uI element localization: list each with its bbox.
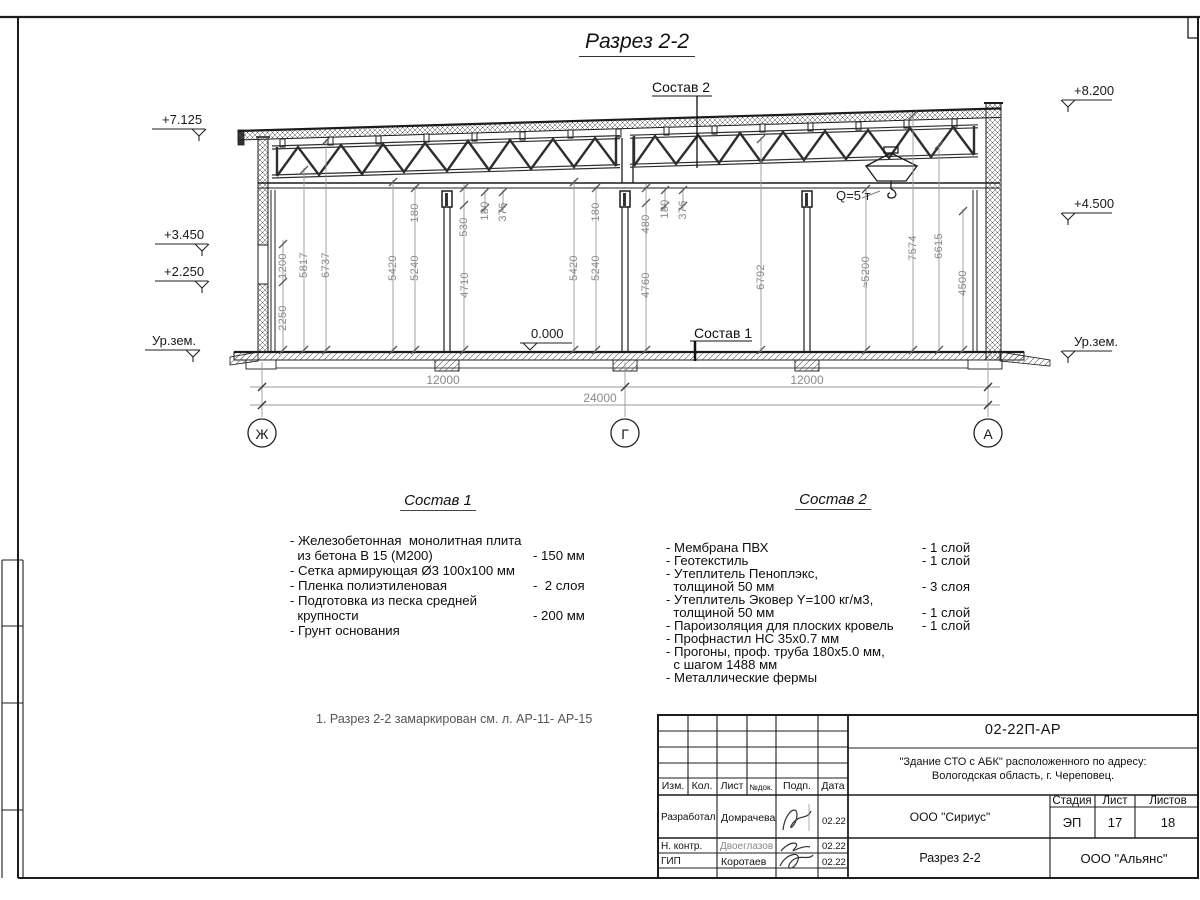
sostav1-line: крупности: [290, 608, 359, 623]
axis-bubble: Г: [621, 426, 629, 442]
dimension-label: 5817: [298, 252, 310, 278]
dimension-label: 376: [677, 200, 689, 220]
section-title: Разрез 2-2: [579, 30, 695, 57]
sheets-label: Листов: [1149, 795, 1187, 807]
designer-org: ООО "Сириус": [909, 810, 991, 824]
elevation-mark: +7.125: [162, 112, 203, 127]
sostav2-line: толщиной 50 мм: [666, 605, 775, 620]
dimension-label: 5420: [568, 255, 580, 281]
dimension-label: ≈5200: [860, 255, 872, 289]
dimension-label: 7574: [907, 235, 919, 261]
elevation-mark: +3.450: [164, 227, 205, 242]
sheet-note: 1. Разрез 2-2 замаркирован см. л. АР-11- АР-15: [316, 712, 593, 726]
date-developed: 02.22: [822, 816, 846, 827]
sheet-label: Лист: [1102, 795, 1128, 807]
role-developed: Разработал: [661, 812, 716, 823]
sostav2-value: - 1 слой: [922, 553, 971, 568]
col-kol: Кол.: [691, 780, 713, 792]
sostav2-line: - Пароизоляция для плоских кровель: [666, 618, 894, 633]
sostav2-callout: Состав 2: [652, 79, 711, 95]
project-name-line1: "Здание СТО с АБК" расположенного по адресу:: [899, 756, 1147, 768]
name-ncontr: Двоеглазов: [720, 841, 774, 852]
sostav1-line: - Грунт основания: [290, 623, 400, 638]
dimension-label: 4500: [957, 270, 969, 296]
col-data: Дата: [821, 780, 845, 792]
owner-org: ООО "Альянс": [1080, 851, 1168, 866]
axis-bubble: Ж: [255, 426, 269, 442]
sostav2-line: с шагом 1488 мм: [666, 657, 778, 672]
name-developed: Домрачева: [721, 812, 776, 824]
sostav2-line: - Утеплитель Эковер Y=100 кг/м3,: [666, 592, 874, 607]
sostav1-value: - 2 слоя: [533, 578, 585, 593]
col-podp: Подп.: [783, 780, 811, 792]
dimension-label: 6792: [755, 264, 767, 290]
date-ncontr: 02.22: [822, 841, 846, 852]
col-ndok: №док.: [749, 783, 773, 792]
dimension-label: 5420: [387, 255, 399, 281]
sheets-total: 18: [1160, 815, 1176, 830]
elevation-mark: +2.250: [164, 264, 205, 279]
dimension-label: 12000: [426, 373, 460, 387]
dimension-label: 530: [458, 217, 470, 237]
sostav1-line: - Железобетонная монолитная плита: [290, 533, 522, 548]
sostav2-line: - Металлические фермы: [666, 670, 818, 685]
sostav1-value: - 200 мм: [533, 608, 585, 623]
sheet-name: Разрез 2-2: [919, 851, 981, 865]
name-gip: Коротаев: [721, 856, 767, 868]
dimension-label: 4760: [640, 272, 652, 298]
sostav1-callout: Состав 1: [694, 325, 753, 341]
crane-capacity-label: Q=5 т: [836, 188, 871, 203]
sostav2-line: - Геотекстиль: [666, 553, 749, 568]
dimension-label: 6737: [320, 252, 332, 278]
dimension-label: 5240: [590, 255, 602, 281]
col-list: Лист: [720, 780, 744, 792]
sostav1-line: - Пленка полиэтиленовая: [290, 578, 447, 593]
sostav1-line: - Подготовка из песка средней: [290, 593, 477, 608]
elevation-mark: +8.200: [1074, 83, 1115, 98]
sostav2-title: Состав 2: [795, 491, 871, 510]
dimension-label: 180: [479, 201, 491, 221]
col-izm: Изм.: [661, 780, 685, 792]
sostav2-line: - Прогоны, проф. труба 180х5.0 мм,: [666, 644, 885, 659]
sostav2-value: - 3 слоя: [922, 579, 970, 594]
stage-label: Стадия: [1052, 795, 1092, 807]
sostav1-line: - Сетка армирующая Ø3 100х100 мм: [290, 563, 515, 578]
sostav2-value: - 1 слой: [922, 540, 971, 555]
dimension-label: 24000: [583, 391, 617, 405]
sostav2-line: - Профнастил НС 35х0.7 мм: [666, 631, 840, 646]
dimension-label: 6615: [933, 233, 945, 259]
doc-number: 02-22П-АР: [984, 722, 1062, 738]
dimension-label: 180: [409, 203, 421, 223]
dimension-label: 180: [659, 199, 671, 219]
sheet-number: 17: [1107, 815, 1123, 830]
elevation-mark: Ур.зем.: [1074, 334, 1119, 349]
dimension-label: 5240: [409, 255, 421, 281]
dimension-label: 2250: [277, 305, 289, 331]
sostav1-title: Состав 1: [400, 492, 476, 511]
dimension-label: 180: [590, 202, 602, 222]
role-ncontr: Н. контр.: [661, 841, 703, 852]
project-name-line2: Вологодская область, г. Череповец.: [931, 770, 1115, 782]
axis-bubble: А: [983, 426, 993, 442]
zero-level-label: 0.000: [531, 326, 564, 341]
date-gip: 02.22: [822, 857, 846, 868]
stage-value: ЭП: [1062, 815, 1082, 830]
dimension-label: 480: [640, 214, 652, 234]
role-gip: ГИП: [661, 856, 681, 867]
dimension-label: 12000: [790, 373, 824, 387]
sostav2-line: - Утеплитель Пеноплэкс,: [666, 566, 819, 581]
elevation-mark: Ур.зем.: [152, 333, 197, 348]
sostav2-line: толщиной 50 мм: [666, 579, 775, 594]
elevation-mark: +4.500: [1074, 196, 1115, 211]
sostav2-value: - 1 слой: [922, 618, 971, 633]
dimension-label: 376: [497, 202, 509, 222]
dimension-label: 1200: [277, 253, 289, 279]
dimension-label: 4710: [459, 272, 471, 298]
sostav1-line: из бетона В 15 (М200): [290, 548, 433, 563]
sostav1-value: - 150 мм: [533, 548, 585, 563]
sostav2-value: - 1 слой: [922, 605, 971, 620]
sostav2-line: - Мембрана ПВХ: [666, 540, 769, 555]
